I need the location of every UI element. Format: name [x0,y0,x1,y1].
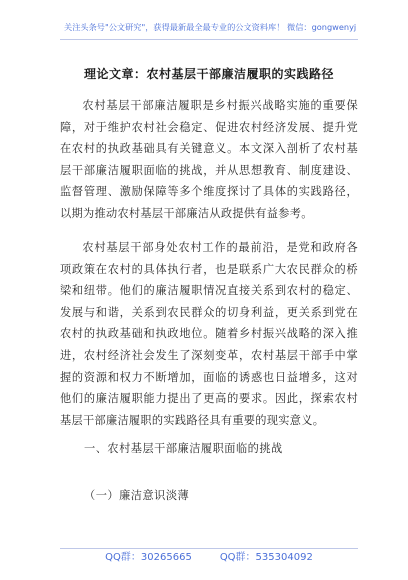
header-banner: 关注头条号"公文研究"，获得最新最全最专业的公文资料库！ 微信：gongwenyj [64,22,357,32]
footer-divider [60,548,358,549]
section-heading: 一、农村基层干部廉洁履职面临的挑战 [84,442,283,455]
subsection-heading: （一）廉洁意识淡薄 [84,489,190,502]
paragraph-abstract: 农村基层干部廉洁履职是乡村振兴战略实施的重要保障，对于维护农村社会稳定、促进农村经济发展、提升党在农村的执政基础具有关键意义。本文深入剖析了农村基层干部廉洁履职面临的挑战，并从思想教育、制度建设、监督管理、激励保障等多个维度探讨了具体的实践路径，以期为推动农村基层干部廉洁从政提供有益参考。 [60,99,358,220]
document-title: 理论文章：农村基层干部廉洁履职的实践路径 [83,67,334,81]
footer-qq-group-2: QQ群：535304092 [219,552,313,563]
footer-qq-group-1: QQ群：30265665 [105,552,192,563]
paragraph-introduction: 农村基层干部身处农村工作的最前沿，是党和政府各项政策在农村的具体执行者，也是联系广大农民群众的桥梁和纽带。他们的廉洁履职情况直接关系到农村的稳定、发展与和谐，关系到农民群众的切身利益，更关系到党在农村的执政基础和执政地位。随着乡村振兴战略的深入推进，农村经济社会发生了深刻变革，农村基层干部手中掌握的资源和权力不断增加，面临的诱惑也日益增多，这对他们的廉洁履职能力提出了更高的要求。因此，探索农村基层干部廉洁履职的实践路径具有重要的现实意义。 [60,241,358,427]
header-divider [60,39,358,40]
footer [60,551,358,565]
